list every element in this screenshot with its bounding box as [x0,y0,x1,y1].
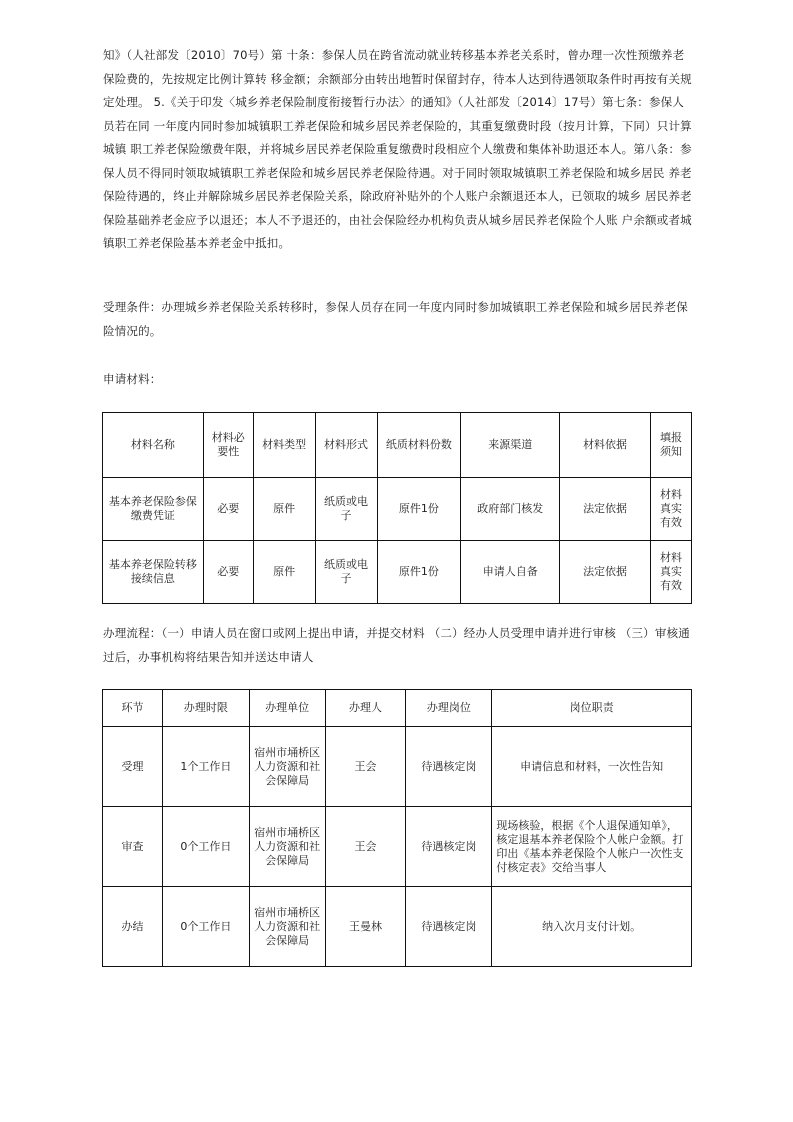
table-cell: 宿州市埇桥区人力资源和社会保障局 [249,727,325,807]
table-cell: 审查 [103,807,163,887]
table-cell: 办结 [103,887,163,967]
materials-header-row [103,413,692,478]
table-row [103,887,692,967]
header-cell: 纸质材料份数 [377,413,461,478]
table-cell: 申请信息和材料，一次性告知 [492,727,692,807]
table-row [103,478,692,541]
table-cell: 王曼林 [325,887,406,967]
legal-basis-paragraph: 知》（人社部发〔2010〕70号）第 十条：参保人员在跨省流动就业转移基本养老关系时，曾办理一次性预缴养老保险费的，先按规定比例计算转 移金额；余额部分由转出地暂时保留封存，待本人达到待遇领取条件时再按有关规定处理。 5.《关于印发〈城乡养老保险制度衔接暂行办法〉的通知》（人社部发〔2014〕17号）第七条：参保人员若在同 一年度内同时参加城镇职工养老保险和城乡居民养老保险的，其重复缴费时段（按月计算，下同）只计算城镇 职工养老保险缴费年限，并将城乡居民养老保险重复缴费时段相应个人缴费和集体补助退还本人。第八条：参 保人员不得同时领取城镇职工养老保险和城乡居民养老保险待遇。对于同时领取城镇职工养老保险和城乡居民 养老保险待遇的，终止并解除城乡居民养老保险关系，除政府补贴外的个人账户余额退还本人，已领取的城乡 居民养老保险基础养老金应予以退还；本人不予退还的，由社会保险经办机构负责从城乡居民养老保险个人账 户余额或者城镇职工养老保险基本养老金中抵扣。 [103,48,692,250]
table-cell: 1个工作日 [162,727,249,807]
header-cell: 材料依据 [560,413,651,478]
header-cell: 填报须知 [650,413,691,478]
header-cell: 岗位职责 [492,690,692,727]
table-cell: 原件 [253,478,315,541]
table-cell: 必要 [203,541,253,604]
acceptance-conditions-paragraph: 受理条件：办理城乡养老保险关系转移时，参保人员存在同一年度内同时参加城镇职工养老保险和城乡居民养老保险情况的。 [103,300,688,338]
table-cell: 0个工作日 [162,807,249,887]
materials-table [102,412,692,604]
table-cell: 纸质或电子 [315,541,377,604]
table-cell: 纳入次月支付计划。 [492,887,692,967]
table-cell: 法定依据 [560,478,651,541]
table-cell: 原件1份 [377,478,461,541]
header-cell: 办理单位 [249,690,325,727]
table-cell: 受理 [103,727,163,807]
table-cell: 待遇核定岗 [406,887,492,967]
header-cell: 材料类型 [253,413,315,478]
table-cell: 0个工作日 [162,887,249,967]
header-cell: 办理人 [325,690,406,727]
table-row [103,807,692,887]
process-header-row [103,690,692,727]
process-table [102,689,692,967]
table-row [103,541,692,604]
table-cell: 基本养老保险参保缴费凭证 [103,478,204,541]
table-cell: 宿州市埇桥区人力资源和社会保障局 [249,887,325,967]
table-cell: 法定依据 [560,541,651,604]
header-cell: 材料名称 [103,413,204,478]
table-cell: 王会 [325,727,406,807]
table-cell: 材料真实有效 [650,478,691,541]
table-row [103,727,692,807]
table-cell: 待遇核定岗 [406,727,492,807]
header-cell: 办理时限 [162,690,249,727]
table-cell: 政府部门核发 [461,478,560,541]
table-cell: 待遇核定岗 [406,807,492,887]
table-cell: 现场核验，根据《个人退保通知单》，核定退基本养老保险个人帐户金额。打印出《基本养老保险个人帐户一次性支付核定表》交给当事人 [492,807,692,887]
table-cell: 王会 [325,807,406,887]
header-cell: 来源渠道 [461,413,560,478]
table-cell: 原件 [253,541,315,604]
materials-heading: 申请材料： [103,372,162,386]
header-cell: 环节 [103,690,163,727]
table-cell: 必要 [203,478,253,541]
table-cell: 材料真实有效 [650,541,691,604]
table-cell: 基本养老保险转移接续信息 [103,541,204,604]
table-cell: 申请人自备 [461,541,560,604]
header-cell: 办理岗位 [406,690,492,727]
table-cell: 原件1份 [377,541,461,604]
process-paragraph: 办理流程：（一）申请人员在窗口或网上提出申请，并提交材料 （二）经办人员受理申请并进行审核 （三）审核通过后，办事机构将结果告知并送达申请人 [103,626,690,664]
header-cell: 材料形式 [315,413,377,478]
table-cell: 纸质或电子 [315,478,377,541]
header-cell: 材料必要性 [203,413,253,478]
table-cell: 宿州市埇桥区人力资源和社会保障局 [249,807,325,887]
